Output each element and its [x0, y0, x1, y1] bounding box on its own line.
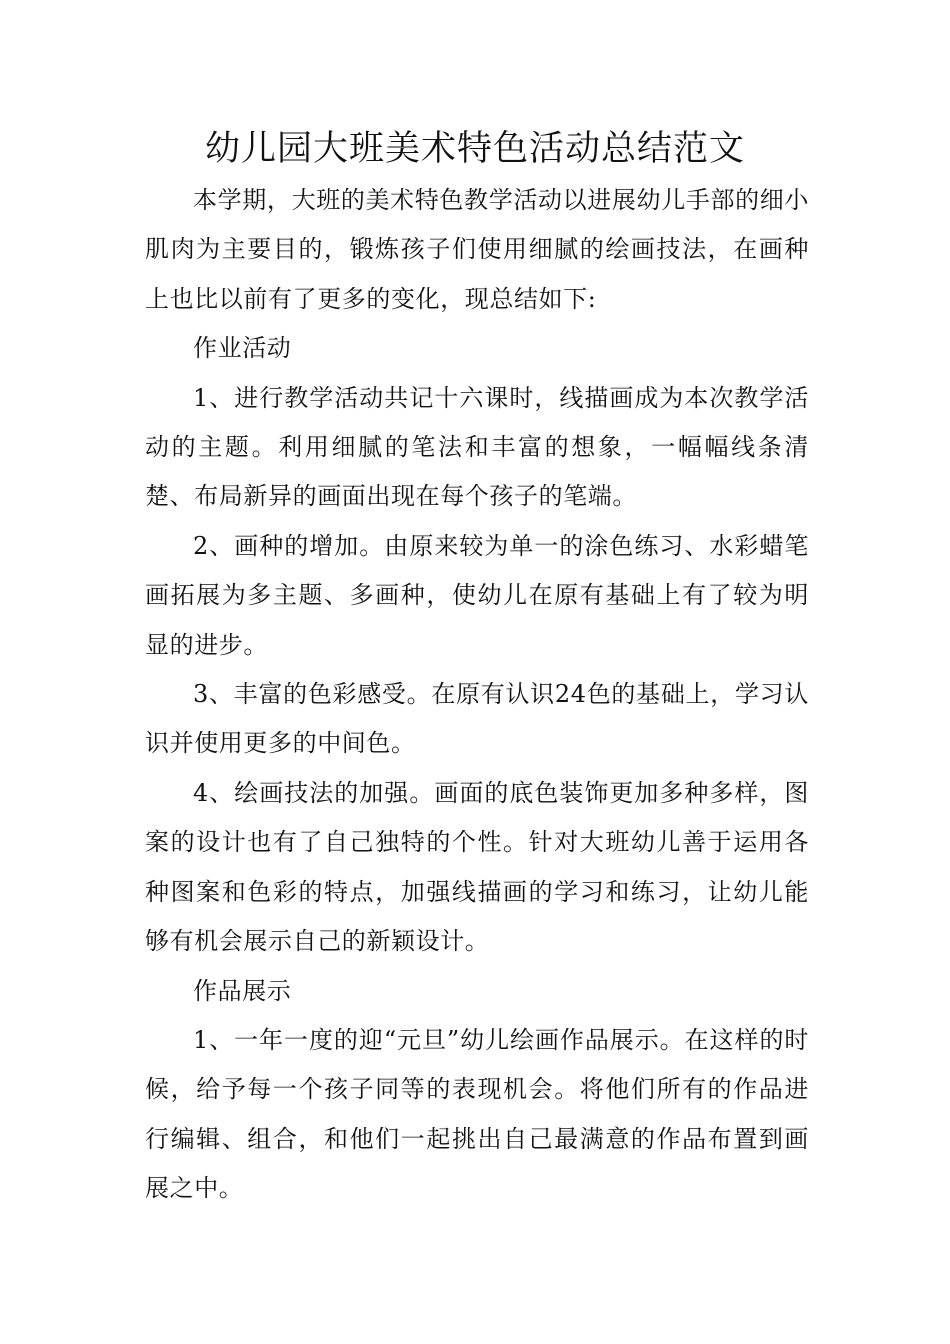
activity-item-3: 3、丰富的色彩感受。在原有认识24色的基础上，学习认识并使用更多的中间色。	[145, 680, 809, 758]
section-heading-exhibition: 作品展示	[193, 976, 292, 1005]
activity-item-4: 4、绘画技法的加强。画面的底色装饰更加多种多样，图案的设计也有了自己独特的个性。针对大班幼儿善于运用各种图案和色彩的特点，加强线描画的学习和练习，让幼儿能够有机会展示自己的新颖设计。	[145, 778, 809, 956]
section-heading-activities: 作业活动	[193, 334, 292, 363]
activity-item-2: 2、画种的增加。由原来较为单一的涂色练习、水彩蜡笔画拓展为多主题、多画种，使幼儿在原有基础上有了较为明显的进步。	[145, 531, 809, 659]
document-title: 幼儿园大班美术特色活动总结范文	[204, 129, 745, 169]
document-body	[145, 176, 809, 1214]
intro-paragraph: 本学期，大班的美术特色教学活动以进展幼儿手部的细小肌肉为主要目的，锻炼孩子们使用细腻的绘画技法，在画种上也比以前有了更多的变化，现总结如下:	[145, 186, 809, 313]
exhibition-item-1: 1、一年一度的迎“元旦”幼儿绘画作品展示。在这样的时候，给予每一个孩子同等的表现机会。将他们所有的作品进行编辑、组合，和他们一起挑出自己最满意的作品布置到画展之中。	[145, 1025, 809, 1203]
activity-item-1: 1、进行教学活动共记十六课时，线描画成为本次教学活动的主题。利用细腻的笔法和丰富的想象，一幅幅线条清楚、布局新异的画面出现在每个孩子的笔端。	[145, 383, 809, 511]
